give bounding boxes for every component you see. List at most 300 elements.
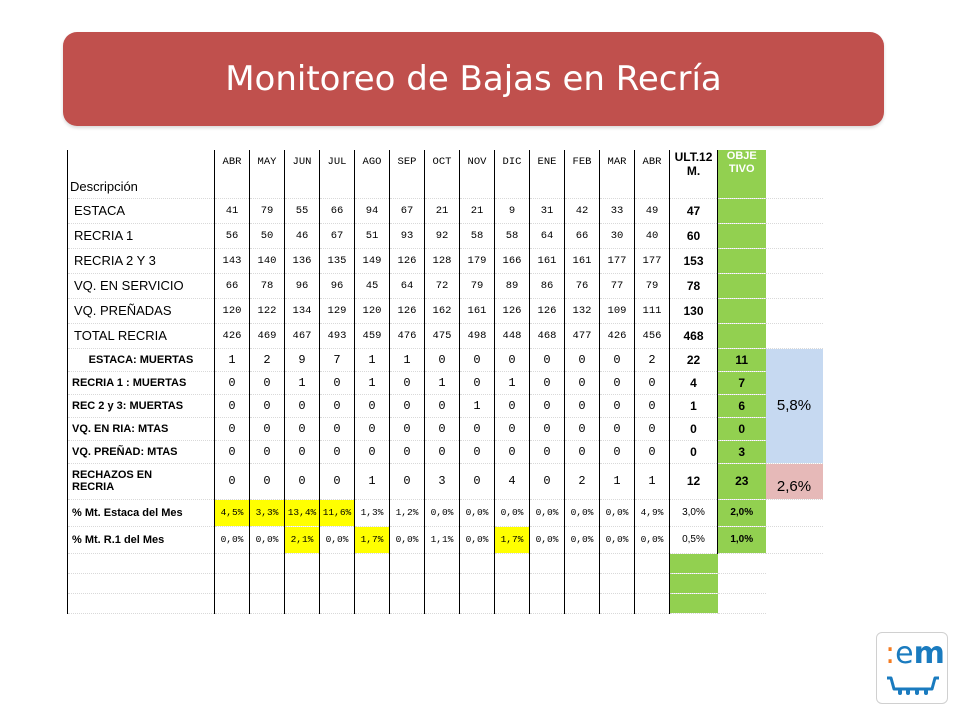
pct-value: 1,7% <box>495 526 530 553</box>
objetivo-value: 7 <box>718 371 766 394</box>
row-label: VQ. PREÑAD: MTAS <box>68 440 215 463</box>
pct-value: 0,0% <box>635 526 670 553</box>
ult12-value: 0 <box>670 440 718 463</box>
pct-value: 1,1% <box>425 526 460 553</box>
empty-cell <box>530 573 565 593</box>
header-month: NOV <box>460 150 495 198</box>
cell-value: 469 <box>250 323 285 348</box>
cell-value: 493 <box>320 323 355 348</box>
cell-value: 0 <box>390 394 425 417</box>
cell-value: 0 <box>390 417 425 440</box>
cell-value: 0 <box>250 463 285 499</box>
header-month: ENE <box>530 150 565 198</box>
cell-value: 0 <box>495 417 530 440</box>
stock-row <box>68 198 823 223</box>
cell-value: 0 <box>600 440 635 463</box>
cell-value: 0 <box>530 463 565 499</box>
empty-cell <box>766 499 823 526</box>
cell-value: 120 <box>355 298 390 323</box>
empty-cell <box>530 593 565 613</box>
pct-value: 0,0% <box>460 526 495 553</box>
empty-cell <box>68 593 215 613</box>
row-label: RECRIA 1 : MUERTAS <box>68 371 215 394</box>
pct-value: 1,2% <box>390 499 425 526</box>
pct-value: 1,3% <box>355 499 390 526</box>
cell-value: 1 <box>215 348 250 371</box>
ult12-value: 60 <box>670 223 718 248</box>
row-label: REC 2 y 3: MUERTAS <box>68 394 215 417</box>
cell-value: 50 <box>250 223 285 248</box>
objetivo-value: 3 <box>718 440 766 463</box>
empty-cell <box>766 248 823 273</box>
cell-value: 134 <box>285 298 320 323</box>
empty-cell <box>390 593 425 613</box>
cell-value: 126 <box>495 298 530 323</box>
cell-value: 1 <box>635 463 670 499</box>
objetivo-cell <box>718 198 766 223</box>
cell-value: 136 <box>285 248 320 273</box>
header-month: FEB <box>565 150 600 198</box>
header-row <box>68 150 823 198</box>
cell-value: 0 <box>250 394 285 417</box>
cell-value: 126 <box>390 298 425 323</box>
empty-cell <box>390 573 425 593</box>
cell-value: 0 <box>460 417 495 440</box>
empty-cell <box>495 573 530 593</box>
cell-value: 79 <box>250 198 285 223</box>
cell-value: 0 <box>565 440 600 463</box>
empty-cell <box>635 553 670 573</box>
cell-value: 0 <box>600 348 635 371</box>
cell-value: 66 <box>565 223 600 248</box>
cell-value: 0 <box>635 371 670 394</box>
row-label: ESTACA <box>68 198 215 223</box>
empty-cell <box>766 273 823 298</box>
cell-value: 0 <box>215 371 250 394</box>
cell-value: 426 <box>600 323 635 348</box>
row-label: RECRIA 2 Y 3 <box>68 248 215 273</box>
row-label <box>68 463 215 499</box>
cell-value: 0 <box>425 417 460 440</box>
empty-row <box>68 593 823 613</box>
cell-value: 0 <box>320 440 355 463</box>
death-row <box>68 417 823 440</box>
ult12-value: 1 <box>670 394 718 417</box>
cell-value: 58 <box>495 223 530 248</box>
cell-value: 96 <box>285 273 320 298</box>
empty-cell <box>600 553 635 573</box>
cell-value: 0 <box>425 394 460 417</box>
pct-value: 0,0% <box>565 499 600 526</box>
cell-value: 0 <box>320 417 355 440</box>
cell-value: 94 <box>355 198 390 223</box>
empty-cell <box>68 573 215 593</box>
stock-row <box>68 323 823 348</box>
cell-value: 140 <box>250 248 285 273</box>
pct-value: 0,0% <box>250 526 285 553</box>
empty-cell <box>718 573 766 593</box>
header-month: JUN <box>285 150 320 198</box>
empty-cell <box>600 573 635 593</box>
death-row <box>68 348 823 371</box>
header-objetivo <box>718 150 766 198</box>
empty-cell <box>718 593 766 613</box>
pct-value: 4,5% <box>215 499 250 526</box>
pct-value: 0,0% <box>320 526 355 553</box>
page-title: Monitoreo de Bajas en Recría <box>225 59 722 99</box>
empty-cell <box>530 553 565 573</box>
cell-value: 0 <box>460 463 495 499</box>
cell-value: 126 <box>530 298 565 323</box>
objetivo-value: 1,0% <box>718 526 766 553</box>
empty-cell <box>390 553 425 573</box>
header-month: MAY <box>250 150 285 198</box>
cell-value: 58 <box>460 223 495 248</box>
objetivo-value: 11 <box>718 348 766 371</box>
cell-value: 93 <box>390 223 425 248</box>
cell-value: 2 <box>635 348 670 371</box>
pct-value: 11,6% <box>320 499 355 526</box>
cell-value: 0 <box>495 440 530 463</box>
cell-value: 456 <box>635 323 670 348</box>
empty-cell <box>355 593 390 613</box>
row-label: RECRIA 1 <box>68 223 215 248</box>
logo-text: :em <box>885 636 945 671</box>
cell-value: 30 <box>600 223 635 248</box>
cell-value: 161 <box>460 298 495 323</box>
cell-value: 79 <box>635 273 670 298</box>
objetivo-value: 23 <box>718 463 766 499</box>
cell-value: 96 <box>320 273 355 298</box>
cell-value: 448 <box>495 323 530 348</box>
cell-value: 0 <box>530 417 565 440</box>
empty-cell <box>215 593 250 613</box>
cell-value: 0 <box>320 463 355 499</box>
row-label: VQ. EN SERVICIO <box>68 273 215 298</box>
pct-value: 0,0% <box>425 499 460 526</box>
cell-value: 0 <box>355 440 390 463</box>
cell-value: 0 <box>250 417 285 440</box>
cell-value: 64 <box>390 273 425 298</box>
stock-row <box>68 298 823 323</box>
pct-value: 13,4% <box>285 499 320 526</box>
cell-value: 149 <box>355 248 390 273</box>
cell-value: 1 <box>390 348 425 371</box>
empty-cell <box>766 526 823 553</box>
cell-value: 0 <box>355 417 390 440</box>
empty-cell <box>766 298 823 323</box>
cell-value: 4 <box>495 463 530 499</box>
empty-cell <box>425 573 460 593</box>
cell-value: 55 <box>285 198 320 223</box>
cell-value: 66 <box>320 198 355 223</box>
cell-value: 0 <box>425 440 460 463</box>
cell-value: 92 <box>425 223 460 248</box>
stock-row <box>68 248 823 273</box>
cell-value: 0 <box>390 463 425 499</box>
cell-value: 45 <box>355 273 390 298</box>
cell-value: 2 <box>250 348 285 371</box>
cell-value: 0 <box>285 394 320 417</box>
cell-value: 162 <box>425 298 460 323</box>
cell-value: 1 <box>600 463 635 499</box>
empty-cell <box>565 593 600 613</box>
cell-value: 41 <box>215 198 250 223</box>
cell-value: 0 <box>285 463 320 499</box>
cell-value: 476 <box>390 323 425 348</box>
cell-value: 467 <box>285 323 320 348</box>
cell-value: 2 <box>565 463 600 499</box>
pct-value: 0,0% <box>530 526 565 553</box>
empty-cell <box>285 593 320 613</box>
cell-value: 135 <box>320 248 355 273</box>
cell-value: 0 <box>565 417 600 440</box>
cell-value: 0 <box>530 394 565 417</box>
row-label: ESTACA: MUERTAS <box>68 348 215 371</box>
cell-value: 0 <box>635 440 670 463</box>
empty-cell <box>565 553 600 573</box>
empty-cell <box>718 553 766 573</box>
empty-cell <box>460 593 495 613</box>
objetivo-cell <box>718 248 766 273</box>
header-month: MAR <box>600 150 635 198</box>
cell-value: 0 <box>600 371 635 394</box>
cell-value: 0 <box>565 394 600 417</box>
cell-value: 475 <box>425 323 460 348</box>
ult-line1: ULT.12 <box>674 150 713 164</box>
ult12-value: 78 <box>670 273 718 298</box>
pct-value: 0,0% <box>460 499 495 526</box>
cell-value: 179 <box>460 248 495 273</box>
header-month: SEP <box>390 150 425 198</box>
empty-cell <box>425 593 460 613</box>
cell-value: 0 <box>355 394 390 417</box>
empty-cell <box>250 573 285 593</box>
cell-value: 1 <box>285 371 320 394</box>
cell-value: 0 <box>320 394 355 417</box>
cell-value: 1 <box>355 348 390 371</box>
cow-udder-icon <box>885 675 941 697</box>
ult12-value: 47 <box>670 198 718 223</box>
cell-value: 166 <box>495 248 530 273</box>
cell-value: 0 <box>285 417 320 440</box>
objetivo-cell <box>670 573 718 593</box>
cell-value: 1 <box>355 371 390 394</box>
pct-value: 3,3% <box>250 499 285 526</box>
empty-cell <box>635 593 670 613</box>
cell-value: 0 <box>565 348 600 371</box>
cell-value: 0 <box>530 440 565 463</box>
row-label: % Mt. Estaca del Mes <box>68 499 215 526</box>
objetivo-cell <box>718 323 766 348</box>
cell-value: 1 <box>355 463 390 499</box>
obj-line1: OBJE <box>726 150 757 162</box>
cell-value: 498 <box>460 323 495 348</box>
cell-value: 0 <box>215 440 250 463</box>
cell-value: 0 <box>495 394 530 417</box>
cell-value: 120 <box>215 298 250 323</box>
death-row <box>68 440 823 463</box>
empty-cell <box>766 223 823 248</box>
ult12-value: 468 <box>670 323 718 348</box>
pct-value: 0,0% <box>530 499 565 526</box>
empty-cell <box>355 553 390 573</box>
empty-cell <box>285 553 320 573</box>
objetivo-cell <box>718 223 766 248</box>
cell-value: 0 <box>530 371 565 394</box>
empty-cell <box>495 553 530 573</box>
cell-value: 64 <box>530 223 565 248</box>
rechazos-summary-pct: 2,6% <box>766 463 823 499</box>
pct-value: 1,7% <box>355 526 390 553</box>
rechazos-line1: RECHAZOS EN <box>72 469 153 481</box>
cell-value: 0 <box>215 463 250 499</box>
pct-value: 0,0% <box>600 526 635 553</box>
empty-cell <box>250 553 285 573</box>
ult-line2: M. <box>686 164 701 178</box>
cell-value: 79 <box>460 273 495 298</box>
cell-value: 0 <box>250 371 285 394</box>
cell-value: 426 <box>215 323 250 348</box>
cell-value: 51 <box>355 223 390 248</box>
cell-value: 21 <box>460 198 495 223</box>
cell-value: 0 <box>565 371 600 394</box>
row-label: TOTAL RECRIA <box>68 323 215 348</box>
empty-cell <box>68 553 215 573</box>
cell-value: 0 <box>285 440 320 463</box>
ult12-value: 153 <box>670 248 718 273</box>
empty-cell <box>320 573 355 593</box>
cell-value: 77 <box>600 273 635 298</box>
header-month: DIC <box>495 150 530 198</box>
ult12-value: 0,5% <box>670 526 718 553</box>
objetivo-value: 0 <box>718 417 766 440</box>
empty-cell <box>495 593 530 613</box>
empty-cell <box>320 593 355 613</box>
cell-value: 109 <box>600 298 635 323</box>
cell-value: 0 <box>460 348 495 371</box>
cell-value: 78 <box>250 273 285 298</box>
rechazos-row <box>68 463 823 499</box>
header-month: AGO <box>355 150 390 198</box>
cell-value: 143 <box>215 248 250 273</box>
header-month: OCT <box>425 150 460 198</box>
empty-cell <box>250 593 285 613</box>
cell-value: 86 <box>530 273 565 298</box>
header-month: ABR <box>635 150 670 198</box>
cell-value: 0 <box>600 394 635 417</box>
cell-value: 3 <box>425 463 460 499</box>
empty-cell <box>600 593 635 613</box>
company-logo <box>876 632 948 704</box>
pct-value: 0,0% <box>495 499 530 526</box>
cell-value: 42 <box>565 198 600 223</box>
bajas-table <box>67 150 823 614</box>
death-row <box>68 371 823 394</box>
death-row <box>68 394 823 417</box>
empty-cell <box>215 573 250 593</box>
empty-cell <box>766 150 823 198</box>
cell-value: 132 <box>565 298 600 323</box>
ult12-value: 12 <box>670 463 718 499</box>
cell-value: 72 <box>425 273 460 298</box>
objetivo-cell <box>718 273 766 298</box>
header-month: JUL <box>320 150 355 198</box>
pct-row <box>68 499 823 526</box>
empty-cell <box>565 573 600 593</box>
row-label: VQ. EN RIA: MTAS <box>68 417 215 440</box>
cell-value: 33 <box>600 198 635 223</box>
cell-value: 0 <box>635 394 670 417</box>
title-banner <box>63 32 884 126</box>
cell-value: 89 <box>495 273 530 298</box>
empty-cell <box>766 198 823 223</box>
cell-value: 1 <box>495 371 530 394</box>
empty-cell <box>425 553 460 573</box>
cell-value: 67 <box>320 223 355 248</box>
cell-value: 0 <box>320 371 355 394</box>
objetivo-cell <box>718 298 766 323</box>
ult12-value: 22 <box>670 348 718 371</box>
cell-value: 459 <box>355 323 390 348</box>
cell-value: 0 <box>215 417 250 440</box>
objetivo-value: 6 <box>718 394 766 417</box>
header-ult12 <box>670 150 718 198</box>
pct-value: 0,0% <box>600 499 635 526</box>
empty-cell <box>766 323 823 348</box>
cell-value: 126 <box>390 248 425 273</box>
empty-cell <box>635 573 670 593</box>
cell-value: 0 <box>425 348 460 371</box>
cell-value: 128 <box>425 248 460 273</box>
objetivo-cell <box>670 593 718 613</box>
cell-value: 0 <box>250 440 285 463</box>
row-label: % Mt. R.1 del Mes <box>68 526 215 553</box>
header-month: ABR <box>215 150 250 198</box>
cell-value: 21 <box>425 198 460 223</box>
ult12-value: 4 <box>670 371 718 394</box>
deaths-summary-pct: 5,8% <box>766 348 823 463</box>
pct-row <box>68 526 823 553</box>
cell-value: 49 <box>635 198 670 223</box>
cell-value: 0 <box>460 440 495 463</box>
cell-value: 67 <box>390 198 425 223</box>
cell-value: 0 <box>390 371 425 394</box>
cell-value: 76 <box>565 273 600 298</box>
ult12-value: 0 <box>670 417 718 440</box>
ult12-value: 3,0% <box>670 499 718 526</box>
row-label: VQ. PREÑADAS <box>68 298 215 323</box>
cell-value: 0 <box>460 371 495 394</box>
cell-value: 56 <box>215 223 250 248</box>
rechazos-line2: RECRIA <box>72 481 115 493</box>
empty-cell <box>320 553 355 573</box>
cell-value: 0 <box>635 417 670 440</box>
pct-value: 0,0% <box>565 526 600 553</box>
cell-value: 0 <box>600 417 635 440</box>
pct-value: 4,9% <box>635 499 670 526</box>
cell-value: 477 <box>565 323 600 348</box>
cell-value: 129 <box>320 298 355 323</box>
cell-value: 122 <box>250 298 285 323</box>
pct-value: 2,1% <box>285 526 320 553</box>
cell-value: 66 <box>215 273 250 298</box>
empty-row <box>68 573 823 593</box>
ult12-value: 130 <box>670 298 718 323</box>
cell-value: 40 <box>635 223 670 248</box>
cell-value: 0 <box>530 348 565 371</box>
cell-value: 46 <box>285 223 320 248</box>
